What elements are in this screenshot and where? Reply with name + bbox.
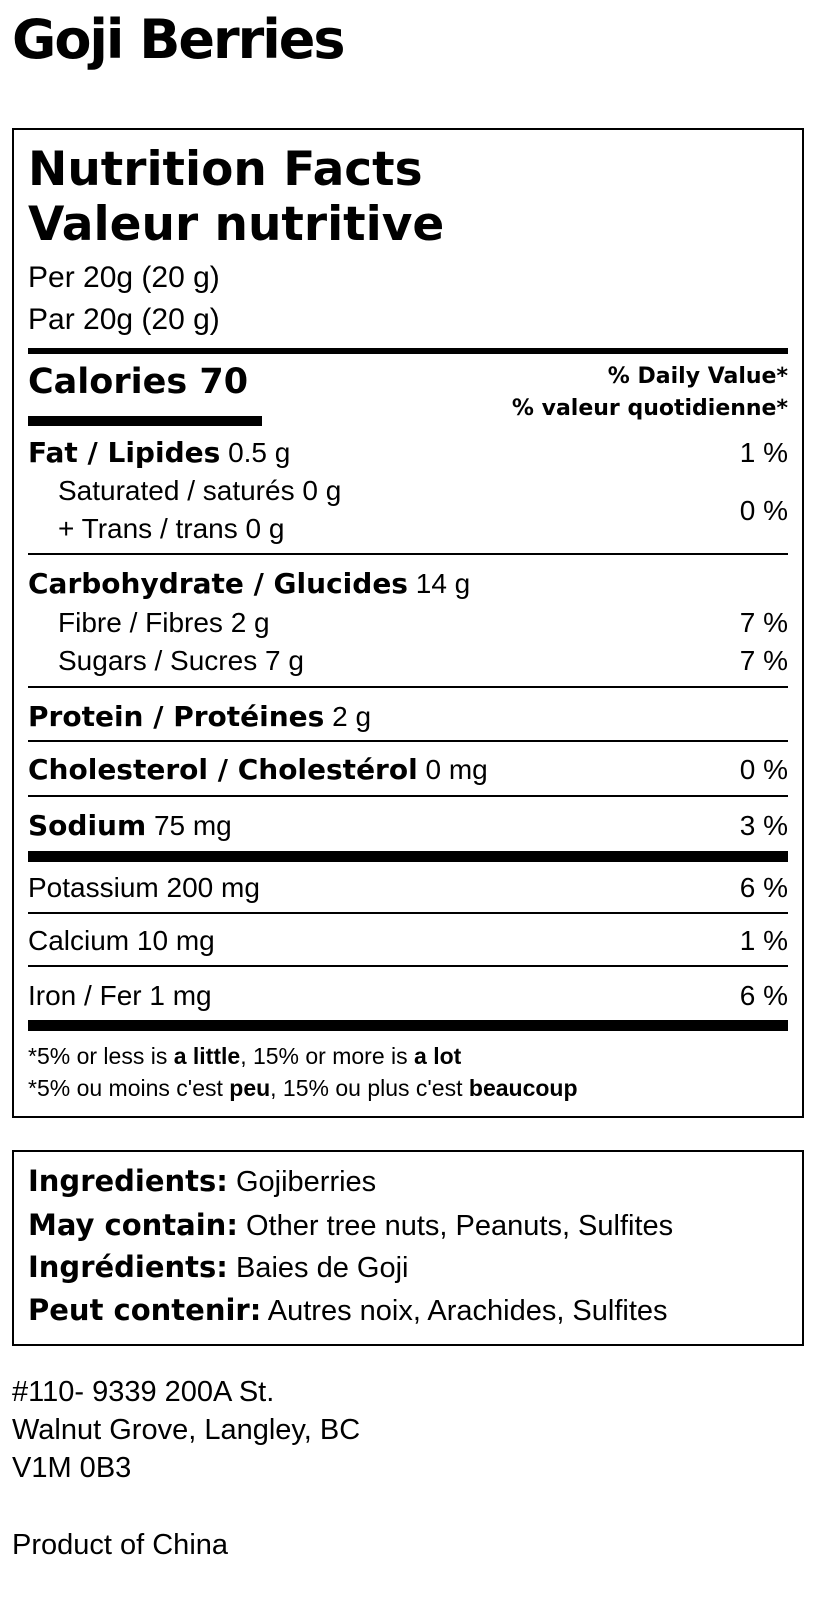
ingredients-panel	[12, 1150, 804, 1346]
may-contain	[28, 1206, 673, 1245]
product-title: Goji Berries	[12, 8, 344, 71]
nutrition-facts-panel	[12, 128, 804, 1118]
fat-dv: 1 %	[739, 437, 788, 468]
divider-thick	[28, 851, 788, 862]
footnote-emphasis: beaucoup	[468, 1075, 578, 1101]
may-contain-text: Other tree nuts, Peanuts, Sulfites	[245, 1210, 674, 1242]
divider-thick	[28, 1020, 788, 1031]
footnote-fr	[28, 1073, 578, 1103]
ingredients-en	[28, 1162, 376, 1201]
iron-dv: 6 %	[739, 980, 788, 1011]
calories-label: Calories	[28, 362, 188, 402]
saturated-row: Saturated / saturés 0 g	[58, 475, 342, 506]
protein-row	[28, 698, 371, 736]
footnote-emphasis: a lot	[414, 1043, 462, 1069]
sodium-dv: 3 %	[739, 810, 788, 841]
potassium-row: Potassium 200 mg	[28, 872, 260, 903]
footnote-text: , 15% ou plus c'est	[270, 1075, 469, 1101]
peut-contenir-label: Peut contenir:	[28, 1293, 262, 1327]
cholesterol-amount: 0 mg	[425, 754, 488, 785]
fibre-row: Fibre / Fibres 2 g	[58, 607, 270, 638]
fat-label: Fat / Lipides	[28, 436, 221, 469]
footnote-emphasis: peu	[229, 1075, 271, 1101]
potassium-dv: 6 %	[739, 872, 788, 903]
serving-size-fr: Par 20g (20 g)	[28, 303, 220, 336]
calories-underline	[28, 416, 262, 426]
peut-contenir	[28, 1291, 668, 1330]
divider	[28, 686, 788, 688]
fibre-dv: 7 %	[739, 607, 788, 638]
iron-row: Iron / Fer 1 mg	[28, 980, 212, 1011]
sodium-label: Sodium	[28, 809, 147, 842]
serving-size-en: Per 20g (20 g)	[28, 261, 220, 294]
address-line-2: Walnut Grove, Langley, BC	[12, 1414, 361, 1446]
footnote-text: *5% or less is	[28, 1043, 174, 1069]
ingredients-fr	[28, 1248, 408, 1287]
country-of-origin: Product of China	[12, 1529, 229, 1561]
sugars-dv: 7 %	[739, 645, 788, 676]
protein-amount: 2 g	[332, 701, 372, 732]
ingredients-fr-text: Baies de Goji	[235, 1252, 409, 1284]
nutrition-heading-en: Nutrition Facts	[28, 142, 423, 197]
carbohydrate-label: Carbohydrate / Glucides	[28, 567, 408, 600]
ingredients-fr-label: Ingrédients:	[28, 1250, 228, 1284]
ingredients-label: Ingredients:	[28, 1164, 228, 1198]
footnote-text: , 15% or more is	[240, 1043, 415, 1069]
divider	[28, 553, 788, 555]
sodium-amount: 75 mg	[153, 810, 232, 841]
address-line-1: #110- 9339 200A St.	[12, 1376, 275, 1408]
divider	[28, 965, 788, 967]
footnote-en	[28, 1041, 461, 1071]
divider	[28, 795, 788, 797]
address-line-3: V1M 0B3	[12, 1452, 132, 1484]
calcium-row: Calcium 10 mg	[28, 925, 215, 956]
daily-value-header-fr: % valeur quotidienne*	[511, 396, 788, 421]
cholesterol-row	[28, 751, 488, 789]
fat-amount: 0.5 g	[228, 437, 291, 468]
nutrition-heading-fr: Valeur nutritive	[28, 197, 445, 252]
cholesterol-dv: 0 %	[739, 754, 788, 785]
footnote-text: *5% ou moins c'est	[28, 1075, 230, 1101]
divider	[28, 912, 788, 914]
trans-row: + Trans / trans 0 g	[58, 513, 285, 544]
fat-row	[28, 434, 290, 472]
may-contain-label: May contain:	[28, 1208, 238, 1242]
carbohydrate-amount: 14 g	[415, 568, 471, 599]
sodium-row	[28, 807, 232, 845]
carbohydrate-row	[28, 565, 470, 603]
sugars-row: Sugars / Sucres 7 g	[58, 645, 304, 676]
divider	[28, 740, 788, 742]
cholesterol-label: Cholesterol / Cholestérol	[28, 753, 418, 786]
footnote-emphasis: a little	[173, 1043, 241, 1069]
protein-label: Protein / Protéines	[28, 700, 325, 733]
divider-thick	[28, 348, 788, 354]
calcium-dv: 1 %	[739, 925, 788, 956]
calories-row	[28, 358, 248, 406]
calories-value: 70	[199, 362, 249, 402]
daily-value-header-en: % Daily Value*	[607, 364, 788, 389]
ingredients-text: Gojiberries	[235, 1166, 377, 1198]
saturated-trans-dv: 0 %	[739, 495, 788, 526]
peut-contenir-text: Autres noix, Arachides, Sulfites	[267, 1295, 668, 1327]
